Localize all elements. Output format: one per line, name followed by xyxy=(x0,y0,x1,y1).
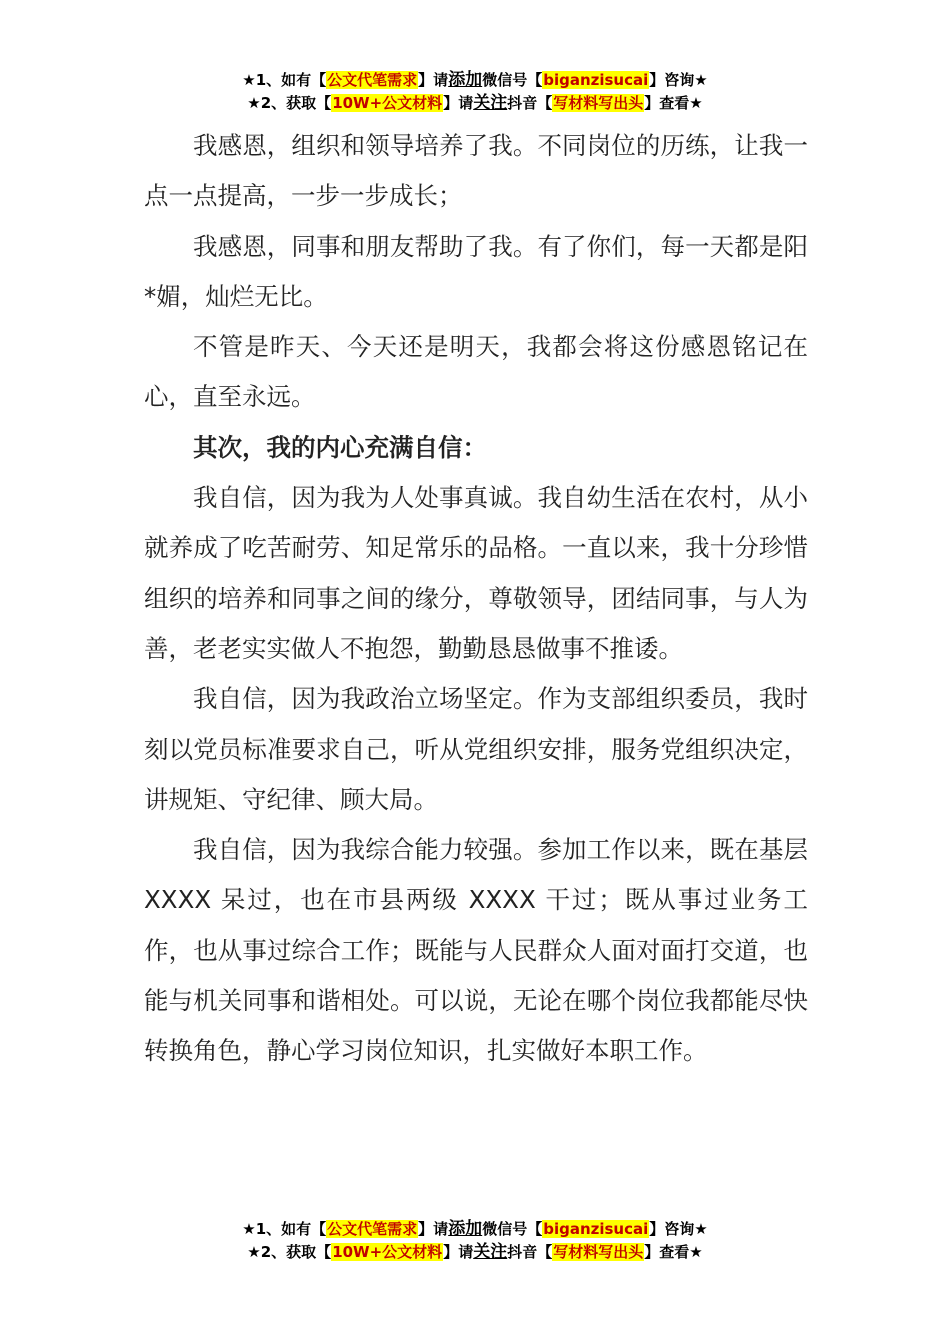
section-heading-confidence: 其次，我的内心充满自信： xyxy=(193,432,487,462)
highlight-materials: 10W+公文材料 xyxy=(332,1243,443,1261)
highlight-wechat-id: biganzisucai xyxy=(543,71,649,89)
paragraph-confidence-political: 我自信，因为我政治立场坚定。作为支部组织委员，我时刻以党员标准要求自己，听从党组织安排，服务党组织决定，讲规矩、守纪律、顾大局。 xyxy=(144,684,808,814)
footer-banner xyxy=(0,1218,950,1264)
paragraph-confidence-ability: 我自信，因为我综合能力较强。参加工作以来，既在基层 XXXX 呆过，也在市县两级 XXXX 干过；既从事过业务工作，也从事过综合工作；既能与人民群众人面对面打交道，也能与机关同事和谐相处。可以说，无论在哪个岗位我都能尽快转换角色，静心学习岗位知识，扎实做好本职工作。 xyxy=(144,835,808,1066)
highlight-materials: 10W+公文材料 xyxy=(332,94,443,112)
banner-line-2: ★2、获取【10W+公文材料】请关注抖音【写材料写出头】查看★ xyxy=(247,93,703,113)
banner-line-1: ★1、如有【公文代笔需求】请添加微信号【biganzisucai】咨询★ xyxy=(242,1219,708,1239)
highlight-douyin-account: 写材料写出头 xyxy=(553,1243,644,1261)
paragraph-confidence-sincerity: 我自信，因为我为人处事真诚。我自幼生活在农村，从小就养成了吃苦耐劳、知足常乐的品格。一直以来，我十分珍惜组织的培养和同事之间的缘分，尊敬领导，团结同事，与人为善，老老实实做人不抱怨，勤勤恳恳做事不推诿。 xyxy=(144,483,808,663)
highlight-service: 公文代笔需求 xyxy=(327,71,418,89)
highlight-douyin-account: 写材料写出头 xyxy=(553,94,644,112)
paragraph-gratitude-colleagues: 我感恩，同事和朋友帮助了我。有了你们，每一天都是阳*媚，灿烂无比。 xyxy=(144,231,808,311)
banner-line-2: ★2、获取【10W+公文材料】请关注抖音【写材料写出头】查看★ xyxy=(247,1242,703,1262)
highlight-service: 公文代笔需求 xyxy=(327,1220,418,1238)
header-banner xyxy=(0,69,950,115)
highlight-wechat-id: biganzisucai xyxy=(543,1220,649,1238)
paragraph-gratitude-leadership: 我感恩，组织和领导培养了我。不同岗位的历练，让我一点一点提高，一步一步成长； xyxy=(144,131,808,211)
document-body xyxy=(144,121,808,1077)
banner-line-1: ★1、如有【公文代笔需求】请添加微信号【biganzisucai】咨询★ xyxy=(242,70,708,90)
paragraph-gratitude-forever: 不管是昨天、今天还是明天，我都会将这份感恩铭记在心，直至永远。 xyxy=(144,332,808,412)
